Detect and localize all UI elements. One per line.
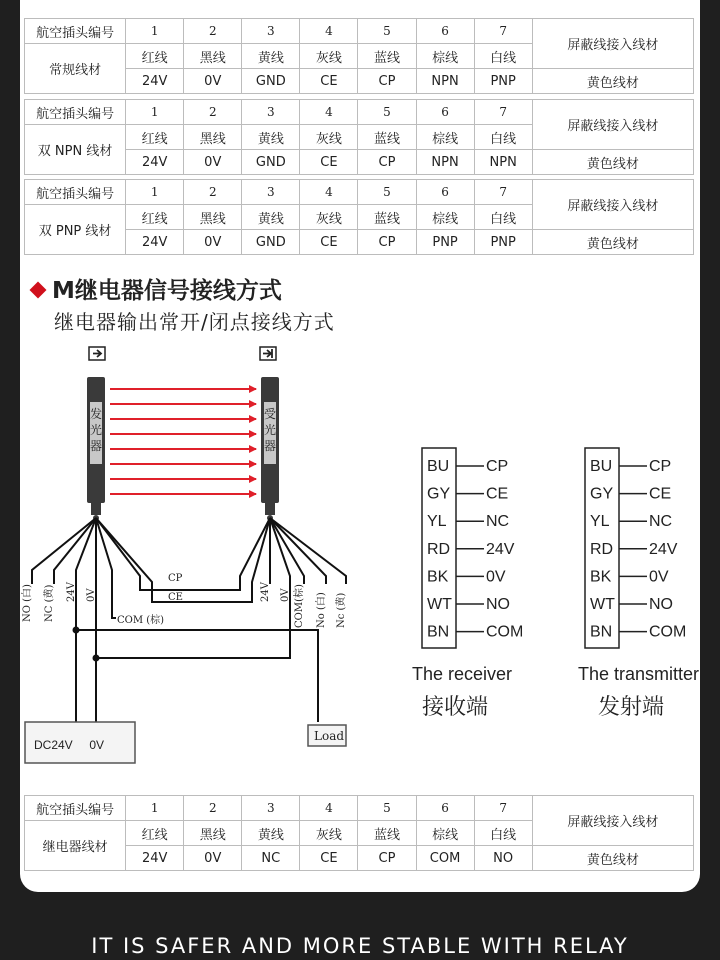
emitter-label-char: 器 [89,439,103,453]
header-label: 航空插头编号 [25,19,126,44]
pinout-wire-code: BU [427,458,450,475]
wire-color: 蓝线 [358,821,416,846]
pin-table-standard [24,18,694,94]
diamond-bullet-icon [30,281,47,298]
wire-color: 白线 [474,44,532,69]
pin-number: 4 [300,796,358,821]
pin-number: 1 [126,180,184,205]
wire-signal: NPN [416,69,474,94]
pinout-wire-code: BN [590,623,613,641]
wire-label: 0V [86,588,97,602]
pin-table-dual-npn [24,99,694,175]
wire-signal: PNP [474,230,532,255]
wire-label: 24V [260,582,271,602]
emitter-label [90,406,102,453]
header-label: 航空插头编号 [25,180,126,205]
pin-number: 3 [242,100,300,125]
pin-number: 2 [184,19,242,44]
pin-number: 7 [474,180,532,205]
pinout-wire-code: RD [427,540,451,558]
pinout-signal: NC [649,513,673,531]
shield-value: 黄色线材 [532,69,693,94]
bridge-wire-labels [168,573,183,603]
wire-signal: 0V [184,846,242,871]
content-card [20,0,700,892]
pin-number: 3 [242,19,300,44]
load-label: Load [314,729,345,743]
pin-number: 4 [300,100,358,125]
wire-color: 灰线 [300,205,358,230]
pin-number: 2 [184,100,242,125]
pin-number: 2 [184,180,242,205]
wire-signal: 24V [126,150,184,175]
pin-number: 5 [358,100,416,125]
wire-label: 24V [66,582,77,602]
wire-signal: CE [300,846,358,871]
power-supply-box [25,722,135,763]
wire-label: CP [168,573,183,584]
pinout-wire-code: GY [590,485,614,503]
pinout-signal: CP [649,458,672,475]
pinout-wire-code: BU [590,458,613,475]
pinout-signal: CE [649,485,672,503]
pinout-wire-code: BN [427,623,450,641]
pinout-signal: 0V [649,568,669,586]
wire-color: 蓝线 [358,44,416,69]
section-subtitle: 继电器输出常开/闭点接线方式 [54,310,335,334]
section-title [32,272,282,305]
pinout-signal: 24V [649,540,678,558]
wire-signal: 24V [126,846,184,871]
wire-signal: GND [242,230,300,255]
footer-slogan: IT IS SAFER AND MORE STABLE WITH RELAY [91,934,629,958]
shield-label: 屏蔽线接入线材 [532,796,693,846]
wire-label: 0V [280,588,291,602]
pin-number: 7 [474,19,532,44]
wire-signal: NPN [474,150,532,175]
pin-number: 6 [416,180,474,205]
receiver-label-char: 器 [263,439,277,453]
wire-signal: CP [358,230,416,255]
wire-color: 红线 [126,821,184,846]
pin-number: 3 [242,180,300,205]
shield-value: 黄色线材 [532,846,693,871]
pinout-wire-code: BK [590,568,612,586]
wire-color: 白线 [474,821,532,846]
pinout-wire-code: RD [590,540,614,558]
receive-direction-icon [260,347,276,360]
wire-color: 蓝线 [358,125,416,150]
wire-signal: PNP [416,230,474,255]
pinout-signal: COM [649,623,687,641]
pinout-signal: NO [649,596,673,613]
shield-value: 黄色线材 [532,230,693,255]
wiring-diagram [20,340,700,780]
emitter-label-char: 发 [89,407,103,421]
wire-label: No (白) [316,592,327,628]
pinout-wire-code: BK [427,568,449,586]
pinout-signal: NC [486,513,510,531]
wire-color: 黄线 [242,205,300,230]
wire-color: 红线 [126,125,184,150]
pin-number: 3 [242,796,300,821]
wire-label: Nc (黄) [336,592,347,628]
emitter-wires [32,518,318,722]
row-label: 双 NPN 线材 [25,125,126,175]
pin-number: 6 [416,19,474,44]
wire-color: 棕线 [416,44,474,69]
wire-signal: 0V [184,150,242,175]
wire-label: NC (黄) [44,584,55,622]
wire-color: 蓝线 [358,205,416,230]
wire-signal: NC [242,846,300,871]
transmitter-pinout [578,448,699,719]
header-label: 航空插头编号 [25,100,126,125]
pin-number: 1 [126,19,184,44]
wire-signal: COM [416,846,474,871]
pin-number: 6 [416,100,474,125]
wire-color: 黑线 [184,205,242,230]
shield-label: 屏蔽线接入线材 [532,180,693,230]
wire-color: 黑线 [184,125,242,150]
emitter-label-char: 光 [89,423,103,437]
shield-label: 屏蔽线接入线材 [532,100,693,150]
pin-number: 5 [358,796,416,821]
wire-signal: CP [358,69,416,94]
receiver-pinout [412,448,523,719]
wire-signal: NO [474,846,532,871]
pinout-wire-code: WT [590,596,615,613]
pinout-signal: NO [486,596,510,613]
power-supply-label: DC24V 0V [34,738,105,752]
wire-color: 灰线 [300,821,358,846]
wire-signal: 24V [126,230,184,255]
wire-signal: 0V [184,230,242,255]
wire-label: COM (棕) [117,615,165,626]
wire-signal: CE [300,69,358,94]
wire-signal: GND [242,69,300,94]
pin-number: 5 [358,180,416,205]
transmit-direction-icon [89,347,105,360]
wire-color: 黄线 [242,125,300,150]
wire-label: CE [168,592,183,603]
emitter-wire-labels [20,581,164,626]
light-beams [110,389,256,494]
wire-signal: CP [358,846,416,871]
section-title-text: M继电器信号接线方式 [52,278,282,304]
transmitter-caption-cn: 发射端 [598,694,665,719]
transmitter-caption-en: The transmitter [578,664,700,684]
wire-signal: CE [300,230,358,255]
wire-signal: CE [300,150,358,175]
wire-color: 白线 [474,125,532,150]
header-label: 航空插头编号 [25,796,126,821]
load-box [308,725,346,746]
wire-signal: 24V [126,69,184,94]
pinout-wire-code: GY [427,485,451,503]
wire-signal: CP [358,150,416,175]
pinout-wire-code: WT [427,596,452,613]
wire-color: 灰线 [300,44,358,69]
pin-number: 7 [474,100,532,125]
wire-color: 灰线 [300,125,358,150]
wire-color: 黄线 [242,821,300,846]
shield-value: 黄色线材 [532,150,693,175]
pin-number: 4 [300,180,358,205]
row-label: 常规线材 [25,44,126,94]
wire-signal: PNP [474,69,532,94]
pin-number: 7 [474,796,532,821]
pin-number: 4 [300,19,358,44]
pin-number: 1 [126,796,184,821]
wire-signal: NPN [416,150,474,175]
row-label: 双 PNP 线材 [25,205,126,255]
pinout-wire-code: YL [590,513,610,531]
wire-color: 棕线 [416,125,474,150]
wire-color: 红线 [126,205,184,230]
wire-signal: 0V [184,69,242,94]
receiver-label-char: 光 [263,423,277,437]
pin-number: 6 [416,796,474,821]
wire-label: COM(棕) [294,584,305,628]
wire-color: 黑线 [184,821,242,846]
receiver-caption-cn: 接收端 [422,694,489,719]
wire-color: 黄线 [242,44,300,69]
pinout-wire-code: YL [427,513,447,531]
wire-color: 白线 [474,205,532,230]
wire-color: 棕线 [416,205,474,230]
pin-table-dual-pnp [24,179,694,255]
pin-number: 2 [184,796,242,821]
pinout-signal: 24V [486,540,515,558]
wire-color: 红线 [126,44,184,69]
receiver-caption-en: The receiver [412,664,513,684]
receiver-label-char: 受 [263,407,277,421]
pinout-signal: 0V [486,568,506,586]
pinout-signal: CE [486,485,509,503]
pin-table-relay [24,795,694,871]
pin-number: 1 [126,100,184,125]
wire-color: 黑线 [184,44,242,69]
row-label: 继电器线材 [25,821,126,871]
receiver-wire-labels [260,581,347,628]
pinout-signal: COM [486,623,524,641]
wire-color: 棕线 [416,821,474,846]
pinout-signal: CP [486,458,509,475]
wire-signal: GND [242,150,300,175]
shield-label: 屏蔽线接入线材 [532,19,693,69]
pin-number: 5 [358,19,416,44]
wire-label: NO (白) [22,584,33,622]
receiver-label [264,407,276,453]
